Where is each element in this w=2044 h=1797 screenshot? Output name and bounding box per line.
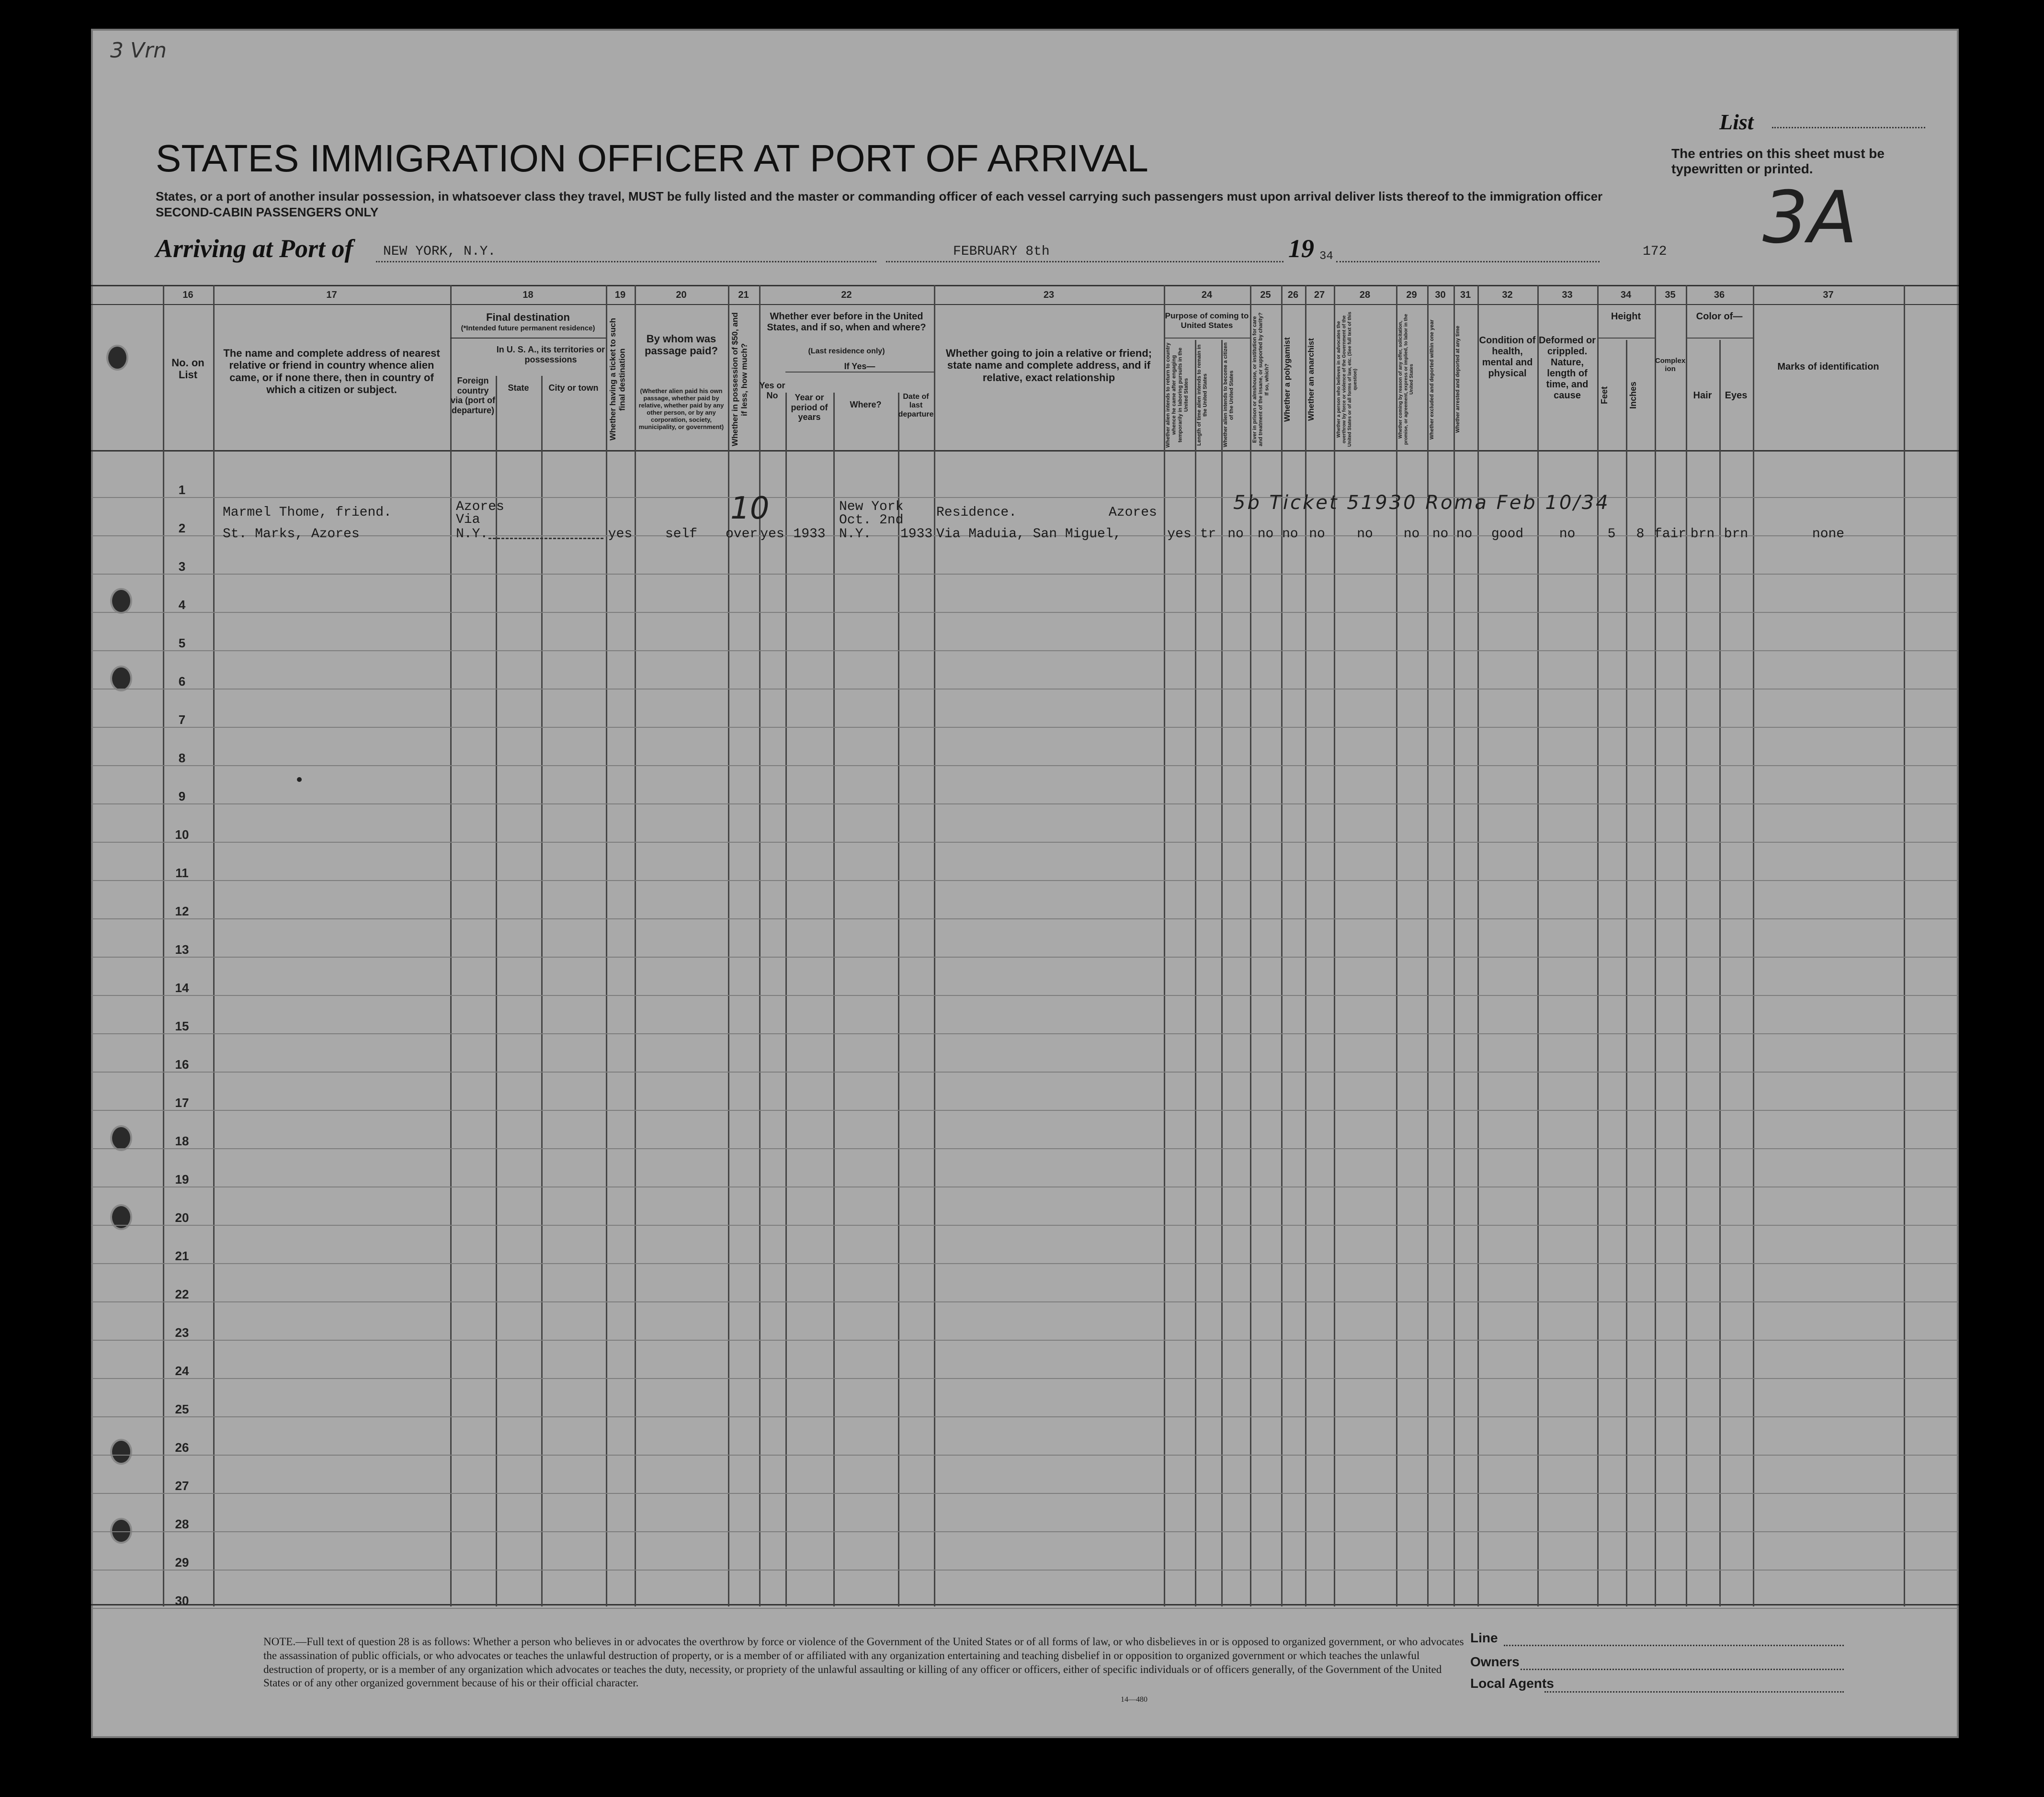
col-divider — [1537, 285, 1539, 1606]
header-anarchist: Whether an anarchist — [1306, 338, 1316, 421]
colnum-row-border — [91, 304, 1959, 305]
row-number: 12 — [175, 904, 189, 918]
row-number: 29 — [175, 1555, 189, 1570]
list-label: List — [1719, 110, 1754, 134]
row1-money-handwritten: 10 — [730, 491, 770, 526]
table-row — [91, 918, 1959, 919]
header-passage-paid-note: (Whether alien paid his own passage, whether paid by relative, whether paid by any other person, or by any corporation, society, municipality, or government) — [638, 388, 724, 430]
header-arrested: Whether arrested and deported at any time — [1455, 326, 1461, 433]
header-height: Height — [1597, 311, 1655, 339]
col-divider — [496, 376, 497, 1606]
header-last-departure: Date of last departure — [898, 393, 934, 418]
col-divider — [1753, 285, 1754, 1606]
date-dotted-line — [886, 261, 1283, 262]
header-inches: Inches — [1628, 381, 1638, 409]
row1-destination-dash — [488, 538, 603, 539]
row-number: 15 — [175, 1019, 189, 1033]
row1-relative-line1: Marmel Thome, friend. — [223, 505, 392, 520]
row-number: 25 — [175, 1402, 189, 1416]
row1-joining-line1b: Azores — [1109, 505, 1157, 520]
table-row — [91, 497, 1959, 498]
owners-signature-line — [1521, 1669, 1844, 1670]
table-row — [91, 995, 1959, 996]
line-signature-line — [1504, 1645, 1844, 1646]
footer-note: NOTE.—Full text of question 28 is as follows: Whether a person who believes in or advocates the overthrow by force or violence of the Government of the United States or of all forms of law, or who disbelieves in or is opposed to organized government, or who advocates the assassination of public officials, or who advocates or teaches the unlawful destruction of property, or is a member of or affiliated with any organization entertaining and teaching disbelief in or opposition to organized government or which teaches the unlawful destruction of property, or is a member of any organization which advocates or teaches the duty, necessity, or propriety of the unlawful assaulting or killing of any officer or officers, either of specific individuals or of officers generally, of the Government of the United States or of any other organized government because of his or their official character. — [263, 1636, 1464, 1689]
colnum-18: 18 — [522, 290, 534, 300]
col-divider — [1250, 285, 1251, 1606]
table-row — [91, 1263, 1959, 1264]
form-number: 14—480 — [1121, 1695, 1147, 1704]
row1-labor-offer: no — [1403, 527, 1420, 542]
row-number: 27 — [175, 1479, 189, 1493]
row-number: 13 — [175, 942, 189, 957]
col-divider — [1904, 285, 1905, 1606]
row1-joining-line1: Residence. — [936, 505, 1017, 520]
colnum-22: 22 — [841, 290, 852, 300]
year-prefix: 19 — [1288, 234, 1314, 263]
header-excluded: Whether excluded and deported within one year — [1429, 319, 1435, 440]
manifest-sheet — [91, 29, 1959, 1738]
table-row — [91, 1340, 1959, 1341]
col-divider — [1597, 285, 1599, 1606]
row-number: 24 — [175, 1364, 189, 1378]
col-divider — [1454, 285, 1455, 1606]
header-passage-paid: By whom was passage paid? — [645, 333, 718, 357]
row-number: 11 — [175, 866, 189, 880]
row1-excluded: no — [1432, 527, 1449, 542]
table-row — [91, 1148, 1959, 1149]
col-divider — [1305, 285, 1306, 1606]
header-purpose-citizen: Whether alien intends to become a citizen of the United States — [1223, 342, 1235, 448]
table-row — [91, 1110, 1959, 1111]
row-number: 16 — [175, 1057, 189, 1072]
colnum-33: 33 — [1562, 290, 1573, 300]
col-divider — [833, 393, 835, 1606]
row-number: 19 — [175, 1172, 189, 1187]
header-final-destination: Final destination — [486, 311, 570, 323]
table-row — [91, 1301, 1959, 1302]
row-number: 6 — [178, 674, 186, 689]
col-divider — [1477, 285, 1479, 1606]
header-no-on-list: No. on List — [171, 357, 204, 381]
col-divider — [1686, 285, 1687, 1606]
date-value: FEBRUARY 8th — [953, 244, 1050, 259]
row-number: 4 — [178, 598, 186, 612]
row-number: 26 — [175, 1440, 189, 1455]
row-number: 7 — [178, 712, 186, 727]
table-row — [91, 1570, 1959, 1571]
header-eyes: Eyes — [1725, 390, 1748, 401]
row1-handwritten-annotation: 5b Ticket 51930 Roma Feb 10/34 — [1233, 492, 1610, 514]
table-row — [91, 650, 1959, 651]
header-year-period: Year or period of years — [791, 393, 828, 422]
col-divider — [1427, 285, 1429, 1606]
row-number: 8 — [178, 751, 186, 765]
row1-polygamist: no — [1282, 527, 1298, 542]
table-row — [91, 1531, 1959, 1532]
header-color-of: Color of— — [1686, 311, 1753, 339]
table-row — [91, 1455, 1959, 1456]
colnum-35: 35 — [1665, 290, 1676, 300]
row-number: 9 — [178, 789, 186, 803]
row-number: 30 — [175, 1594, 189, 1608]
row1-health: good — [1491, 527, 1524, 542]
header-polygamist: Whether a polygamist — [1283, 337, 1292, 422]
table-row — [91, 574, 1959, 575]
header-labor-offer: Whether coming by reason of any offer, solicitation, promise, or agreement, express or implied, to labor in the United States — [1398, 314, 1414, 445]
table-row — [91, 803, 1959, 804]
owners-label: Owners — [1470, 1654, 1520, 1669]
col-divider — [1396, 285, 1397, 1606]
row1-prison: no — [1257, 527, 1274, 542]
year-dotted-line — [1336, 261, 1600, 262]
row-number: 3 — [178, 559, 186, 574]
col-divider — [785, 393, 787, 1606]
table-row — [91, 765, 1959, 766]
header-foreign-country: Foreign country via (port of departure) — [451, 376, 495, 416]
port-dotted-line — [376, 261, 876, 262]
header-prison: Ever in prison or almshouse, or institution for care and treatment of the insane, or supported by charity? If so, which? — [1252, 312, 1270, 447]
colnum-20: 20 — [676, 290, 687, 300]
colnum-21: 21 — [738, 290, 749, 300]
row1-arrested: no — [1456, 527, 1473, 542]
col-divider — [213, 285, 215, 1606]
colnum-25: 25 — [1260, 290, 1271, 300]
header-bottom-border — [91, 450, 1959, 452]
colnum-37: 37 — [1823, 290, 1834, 300]
table-row — [91, 880, 1959, 881]
col-divider — [541, 376, 543, 1606]
col-divider — [450, 285, 452, 1606]
page-title: STATES IMMIGRATION OFFICER AT PORT OF ARRIVAL — [156, 137, 1148, 180]
subtitle-second-cabin: SECOND-CABIN PASSENGERS ONLY — [156, 205, 379, 219]
table-row — [91, 1072, 1959, 1073]
colnum-28: 28 — [1359, 290, 1371, 300]
table-row — [91, 1416, 1959, 1417]
colnum-29: 29 — [1406, 290, 1417, 300]
header-purpose-length: Length of time alien intends to remain in the United States — [1196, 344, 1208, 446]
colnum-23: 23 — [1043, 290, 1055, 300]
header-health: Condition of health, mental and physical — [1479, 335, 1536, 379]
header-final-destination-note: (*Intended future permanent residence) — [461, 324, 595, 332]
row1-money-typed: over — [726, 527, 758, 542]
col-divider — [898, 393, 899, 1606]
row1-purpose-citizen: no — [1227, 527, 1244, 542]
row1-foreign-line2: Via — [456, 512, 480, 527]
agents-label: Local Agents — [1470, 1676, 1554, 1691]
list-number: 172 — [1643, 244, 1667, 259]
row-number: 28 — [175, 1517, 189, 1531]
header-where: Where? — [850, 400, 882, 409]
header-before-in-us: Whether ever before in the United States, and if so, when and where? — [767, 311, 926, 333]
year-suffix: 34 — [1319, 250, 1333, 263]
col-divider — [1655, 285, 1656, 1606]
row-number: 1 — [178, 483, 186, 497]
colnum-31: 31 — [1460, 290, 1471, 300]
colnum-32: 32 — [1502, 290, 1513, 300]
header-yes-or-no: Yes or No — [759, 381, 785, 400]
agents-signature-line — [1544, 1691, 1844, 1693]
colnum-19: 19 — [614, 290, 626, 300]
row-number: 22 — [175, 1287, 189, 1301]
colnum-17: 17 — [326, 290, 337, 300]
row1-foreign-line3: N.Y. — [456, 527, 488, 542]
table-row — [91, 842, 1959, 843]
row1-marks: none — [1812, 527, 1845, 542]
header-overthrow: Whether a person who believes in or advocates the overthrow by force or violence of the Government of the United States or of all forms of law, etc. (See full text of this question) — [1336, 312, 1358, 447]
line-label: Line — [1470, 1630, 1498, 1645]
row-number: 5 — [178, 636, 186, 650]
row1-purpose-return: yes — [1167, 527, 1192, 542]
row1-before-where-line2: N.Y. — [839, 527, 872, 542]
row1-foreign-line1: Azores — [456, 499, 504, 514]
row1-height-inches: 8 — [1636, 527, 1645, 542]
table-row — [91, 957, 1959, 958]
col-divider — [934, 285, 935, 1606]
row-number: 17 — [175, 1096, 189, 1110]
row1-before-date-line1: Oct. 2nd — [839, 513, 904, 528]
header-state: State — [508, 383, 529, 393]
table-row — [91, 727, 1959, 728]
colnum-36: 36 — [1714, 290, 1725, 300]
header-purpose-return: Whether alien intends to return to country whence he came after engaging temporarily in laboring pursuits in the United States — [1165, 342, 1189, 448]
row1-paid-by: self — [665, 527, 698, 542]
header-ticket: Whether having a ticket to such final destination — [608, 318, 627, 441]
header-feet: Feet — [1600, 386, 1609, 404]
header-money: Whether in possession of $50, and if less, how much? — [730, 312, 749, 447]
row1-anarchist: no — [1309, 527, 1325, 542]
colnum-27: 27 — [1314, 290, 1325, 300]
header-purpose: Purpose of coming to United States — [1164, 311, 1250, 339]
row1-purpose-length: tr — [1200, 527, 1216, 542]
header-hair: Hair — [1693, 390, 1712, 401]
header-relative-address: The name and complete address of nearest relative or friend in country whence alien came, or if none there, then in country of which a citizen or subject. — [223, 347, 440, 396]
row1-deformed: no — [1559, 527, 1576, 542]
row1-before-yes: yes — [760, 527, 784, 542]
row-number: 18 — [175, 1134, 189, 1148]
header-in-usa: In U. S. A., its territories or possessions — [496, 345, 605, 364]
row1-overthrow: no — [1357, 527, 1373, 542]
row1-relative-line2: St. Marks, Azores — [223, 527, 360, 542]
row1-before-date-line2: 1933 — [900, 527, 933, 542]
header-deformed: Deformed or crippled. Nature, length of time, and cause — [1539, 335, 1596, 401]
ink-dot — [297, 777, 302, 782]
arriving-label: Arriving at Port of — [156, 234, 353, 263]
colnum-30: 30 — [1435, 290, 1446, 300]
header-if-yes: If Yes— — [785, 362, 934, 373]
port-value: NEW YORK, N.Y. — [383, 244, 496, 259]
col-divider — [1334, 285, 1335, 1606]
colnum-26: 26 — [1287, 290, 1299, 300]
corner-scribble: 3 Vrn — [110, 38, 167, 63]
colnum-34: 34 — [1620, 290, 1632, 300]
col-divider — [1281, 285, 1283, 1606]
row-number: 2 — [178, 521, 186, 535]
col-divider — [1164, 285, 1165, 1606]
table-row — [91, 1608, 1959, 1609]
row1-ticket: yes — [608, 527, 633, 542]
subheader-divider — [450, 338, 606, 339]
row-number: 10 — [175, 827, 189, 842]
subtitle-instructions: States, or a port of another insular possession, in whatsoever class they travel, MUST be fully listed and the master or commanding officer of each vessel carrying such passengers must upon arrival deliver lists thereof to the immigration officer — [156, 189, 1603, 203]
row1-before-where-line1: New York — [839, 499, 904, 514]
col-divider — [635, 285, 636, 1606]
row1-joining-line2: Via Maduia, San Miguel, — [936, 527, 1122, 542]
colnum-16: 16 — [182, 290, 193, 300]
header-city: City or town — [548, 383, 599, 393]
table-row — [91, 1033, 1959, 1034]
table-row — [91, 1493, 1959, 1494]
row1-eyes: brn — [1724, 527, 1749, 542]
header-going-to-join: Whether going to join a relative or friend; state name and complete address, and if relative, exact relationship — [945, 347, 1152, 384]
row-number: 20 — [175, 1210, 189, 1225]
row1-height-feet: 5 — [1607, 527, 1616, 542]
table-top-border — [91, 285, 1959, 286]
table-row — [91, 612, 1959, 613]
header-before-last-residence: (Last residence only) — [808, 347, 885, 355]
table-row — [91, 1225, 1959, 1226]
colnum-24: 24 — [1201, 290, 1213, 300]
row-number: 21 — [175, 1249, 189, 1263]
row-number: 23 — [175, 1325, 189, 1340]
row-number: 14 — [175, 981, 189, 995]
table-bottom-border — [91, 1604, 1959, 1605]
header-complexion: Complexion — [1655, 357, 1686, 373]
col-divider — [759, 285, 761, 1606]
table-row — [91, 1378, 1959, 1379]
row1-hair: brn — [1690, 527, 1715, 542]
col-divider — [606, 285, 607, 1606]
entries-note: The entries on this sheet must be typewritten or printed. — [1671, 146, 1885, 176]
manifest-table — [91, 285, 1959, 1606]
list-dotted-line — [1772, 127, 1925, 128]
row1-before-year: 1933 — [793, 527, 826, 542]
col-divider — [728, 285, 729, 1606]
sheet-mark: 3A — [1762, 176, 1858, 260]
row1-complexion: fair — [1654, 527, 1687, 542]
header-marks: Marks of identification — [1777, 362, 1879, 372]
